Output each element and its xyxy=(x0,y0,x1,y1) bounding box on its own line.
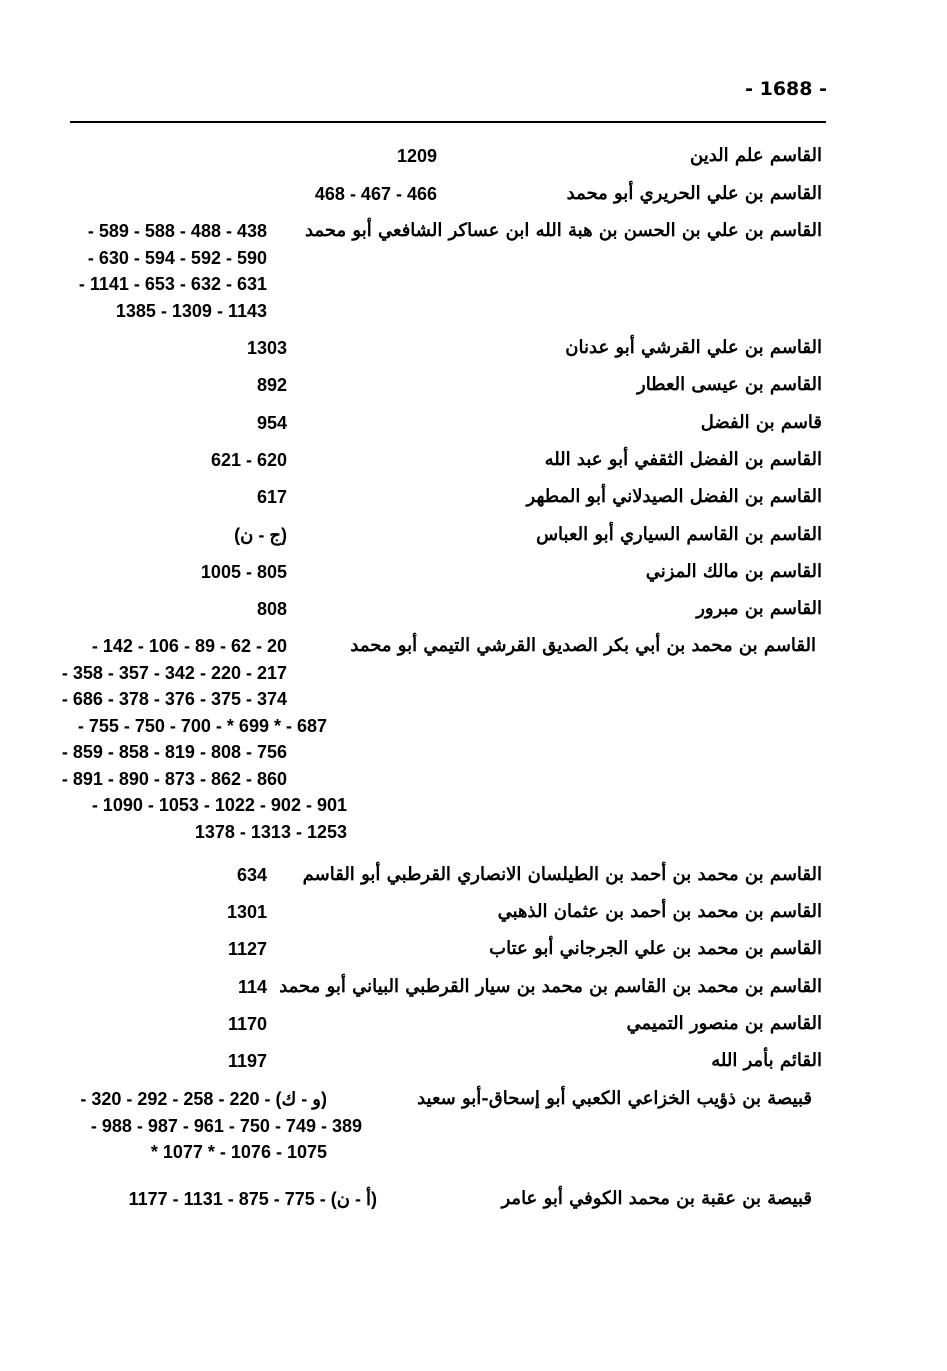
entry-refs: 114 xyxy=(237,977,267,997)
entry-name: القاسم بن الفضل الصيدلاني أبو المطهر xyxy=(526,486,822,507)
entry-refs: (ج - ن) xyxy=(234,525,287,545)
entry-name: القاسم بن محمد بن أحمد بن الطيلسان الانصاري القرطبي أبو القاسم xyxy=(302,864,822,885)
entry-name: قاسم بن الفضل xyxy=(700,412,822,433)
entry-name: القاسم علم الدين xyxy=(690,145,822,166)
entry-name: القاسم بن محمد بن علي الجرجاني أبو عتاب xyxy=(489,938,822,959)
entry-refs: - 589 - 588 - 488 - 438 - 630 - 594 - 592 - 590 - 1141 - 653 - 632 - 631 1385 - 1309 - 1143 xyxy=(78,221,267,321)
entry-name: القاسم بن مبرور xyxy=(696,598,822,619)
entry-name: القاسم بن محمد بن القاسم بن محمد بن سيار القرطبي البياني أبو محمد xyxy=(279,976,822,997)
entry-refs: 634 xyxy=(236,865,267,885)
entry-refs: 954 xyxy=(256,413,287,433)
entry-refs: 1303 xyxy=(246,338,287,358)
entry-refs: 1209 xyxy=(396,146,437,166)
entry-refs: 1170 xyxy=(227,1014,267,1034)
entry-name: القاسم بن محمد بن أحمد بن عثمان الذهبي xyxy=(497,901,822,922)
entry-name: القاسم بن محمد بن أبي بكر الصديق القرشي التيمي أبو محمد xyxy=(350,635,816,656)
entry-name: القاسم بن القاسم السياري أبو العباس xyxy=(536,524,822,545)
entry-refs: 468 - 467 - 466 xyxy=(314,184,437,204)
entry-refs: 621 - 620 xyxy=(210,450,287,470)
entry-name: القاسم بن علي القرشي أبو عدنان xyxy=(565,337,822,358)
entry-name: القاسم بن علي بن الحسن بن هبة الله ابن عساكر الشافعي أبو محمد xyxy=(305,220,822,241)
entry-name: القاسم بن الفضل الثقفي أبو عبد الله xyxy=(544,449,822,470)
entry-refs: 1197 xyxy=(227,1051,267,1071)
entry-refs: 1301 xyxy=(226,902,267,922)
header-rule xyxy=(70,121,826,123)
entry-name: القائم بأمر الله xyxy=(711,1050,822,1071)
entry-name: القاسم بن مالك المزني xyxy=(645,561,822,582)
entry-refs: 617 xyxy=(256,487,287,507)
entry-refs: 1005 - 805 xyxy=(200,562,287,582)
entry-name: قبيصة بن ذؤيب الخزاعي الكعبي أبو إسحاق-أبو سعيد xyxy=(417,1088,812,1109)
entry-name: قبيصة بن عقبة بن محمد الكوفي أبو عامر xyxy=(501,1188,812,1209)
page-number: - 1688 - xyxy=(745,78,827,100)
entry-name: القاسم بن عيسى العطار xyxy=(637,374,822,395)
entry-refs: 808 xyxy=(256,599,287,619)
entry-refs: - 142 - 106 - 89 - 62 - 20 - 358 - 357 - 342 - 220 - 217 - 686 - 378 - 376 - 375 - 374 - 755 - 750 - 700 - * 699 * - 687 - 859 - 858 - 819 - 808 - 756 - 891 - 890 - 873 - 862 - 860 - 1090 - 1053 - 1022 - 902 - 901 1378 - 1313 - 1253 xyxy=(61,636,347,842)
entry-name: القاسم بن منصور التميمي xyxy=(626,1013,822,1034)
entry-name: القاسم بن علي الحريري أبو محمد xyxy=(566,183,822,204)
entry-refs: - 320 - 292 - 258 - 220 - (و - ك) - 988 - 987 - 961 - 750 - 749 - 389 * 1077 * - 1076 - 1075 xyxy=(80,1089,362,1162)
entry-refs: 892 xyxy=(256,375,287,395)
entry-refs: 1127 xyxy=(227,939,267,959)
entry-refs: 1177 - 1131 - 875 - 775 - (أ - ن) xyxy=(128,1189,377,1209)
